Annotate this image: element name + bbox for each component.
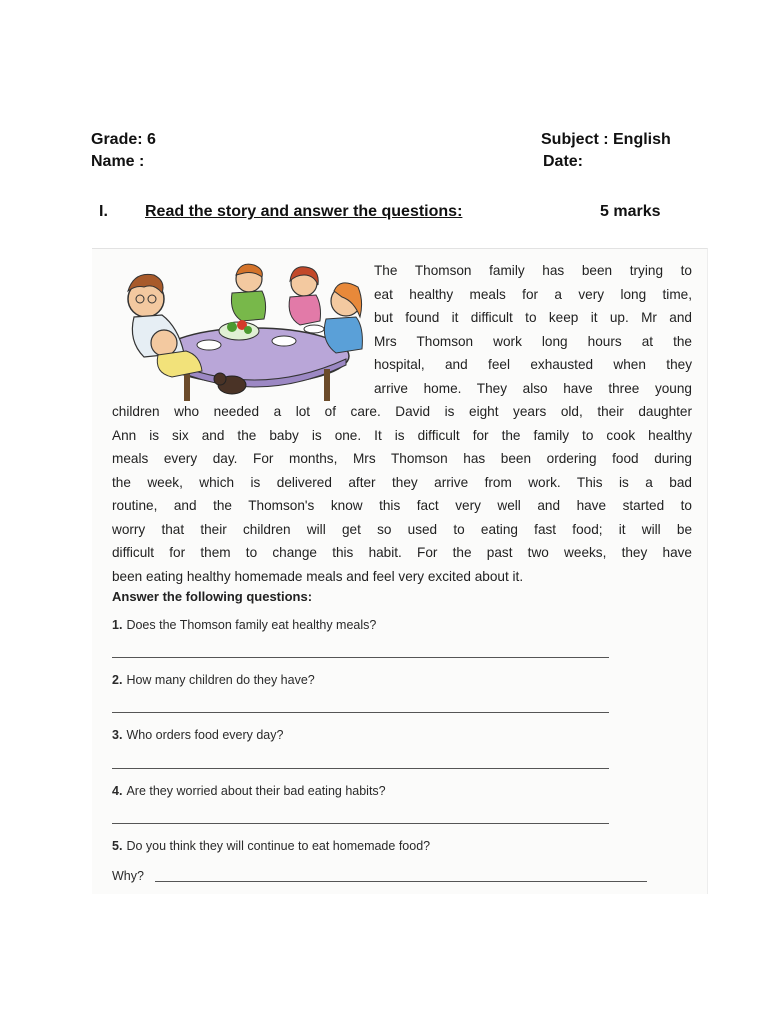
story-line: children who needed a lot of care. David is eight years old, their daughter (112, 404, 692, 419)
story-line: eat healthy meals for a very long time, (374, 286, 692, 302)
story-line: routine, and the Thomson's know this fact very well and have started to (112, 498, 692, 513)
story-line: Ann is six and the baby is one. It is difficult for the family to cook healthy (112, 427, 692, 443)
story-line: arrive home. They also have three young (374, 380, 692, 396)
question-text: Do you think they will continue to eat homemade food? (126, 839, 431, 853)
question-number: 3. (112, 728, 123, 742)
story-paragraph-rest (112, 400, 692, 588)
story-line: The Thomson family has been trying to (374, 263, 692, 278)
question-number: 5. (112, 839, 123, 853)
question-text: Does the Thomson family eat healthy meals? (126, 618, 377, 632)
question-text: Are they worried about their bad eating habits? (126, 784, 386, 798)
story-paragraph-top (374, 259, 692, 400)
questions-heading: Answer the following questions: (112, 589, 313, 604)
story-line: meals every day. For months, Mrs Thomson has been ordering food during (112, 451, 692, 466)
answer-line-4[interactable] (112, 823, 609, 824)
story-line: Mrs Thomson work long hours at the (374, 333, 692, 349)
question-number: 2. (112, 673, 123, 687)
story-line: but found it difficult to keep it up. Mr and (374, 310, 692, 325)
section-marks: 5 marks (600, 203, 661, 220)
question-1 (112, 618, 376, 632)
question-2 (112, 673, 315, 687)
date-label: Date: (543, 153, 584, 170)
question-5 (112, 839, 430, 853)
story-line: worry that their children will get so used to eating fast food; it will be (112, 521, 692, 537)
story-line: been eating healthy homemade meals and feel very excited about it. (112, 568, 524, 584)
name-label: Name : (91, 153, 145, 170)
question-text: How many children do they have? (126, 673, 315, 687)
question-text: Who orders food every day? (126, 728, 284, 742)
story-line: the week, which is delivered after they arrive from work. This is a bad (112, 474, 692, 490)
answer-line-5[interactable] (155, 881, 647, 882)
question-4 (112, 784, 386, 798)
grade-label: Grade: 6 (91, 131, 156, 148)
question-3 (112, 728, 283, 742)
worksheet-scan (92, 248, 708, 894)
question-number: 1. (112, 618, 123, 632)
answer-line-3[interactable] (112, 768, 609, 769)
why-label: Why? (112, 869, 144, 883)
story-line: hospital, and feel exhausted when they (374, 357, 692, 372)
story-line: difficult for them to change this habit. For the past two weeks, they have (112, 545, 692, 560)
family-dinner-illustration (114, 261, 364, 409)
section-title: Read the story and answer the questions: (145, 203, 463, 220)
subject-label: Subject : English (541, 131, 671, 148)
answer-line-2[interactable] (112, 712, 609, 713)
question-number: 4. (112, 784, 123, 798)
answer-line-1[interactable] (112, 657, 609, 658)
section-number: I. (99, 203, 108, 220)
